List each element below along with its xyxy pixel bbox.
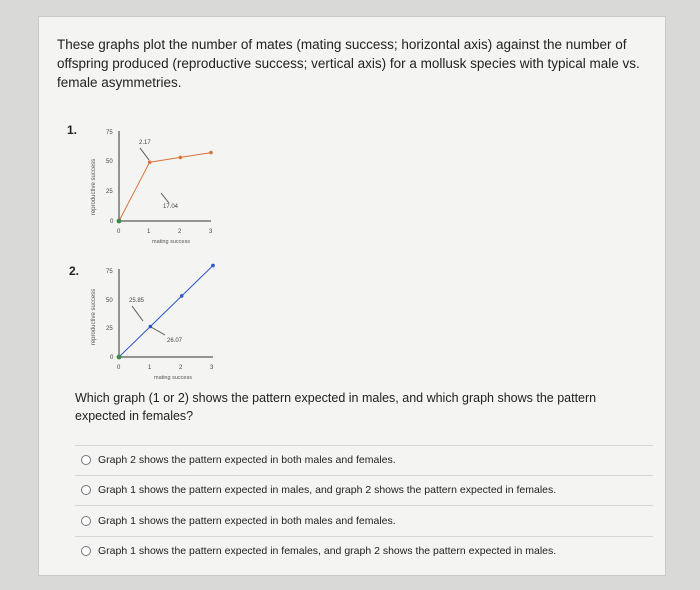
- option-label: Graph 1 shows the pattern expected in females, and graph 2 shows the pattern expected in males.: [98, 545, 557, 557]
- graph2-series: [117, 264, 215, 360]
- divider: [75, 536, 653, 537]
- question-text: Which graph (1 or 2) shows the pattern expected in males, and which graph shows the pattern expected in females?: [75, 391, 597, 423]
- graph2-point: [117, 355, 122, 360]
- graph2-point: [180, 294, 184, 298]
- graph1-xlabel: mating success: [152, 239, 190, 245]
- radio-button[interactable]: [81, 546, 91, 556]
- graph1-ylabel: reproductive success: [91, 158, 97, 216]
- graph2-yticks: [106, 269, 114, 361]
- graph1-ytick: 50: [106, 159, 113, 165]
- option-label: Graph 1 shows the pattern expected in both males and females.: [98, 515, 396, 527]
- graph1-point: [117, 219, 122, 224]
- graph2-point: [211, 264, 215, 268]
- divider: [75, 445, 653, 446]
- divider: [75, 475, 653, 476]
- graph2-ytick: 0: [110, 355, 114, 361]
- graph1-point: [209, 151, 213, 155]
- graph2-xtick: 2: [179, 365, 183, 371]
- radio-button[interactable]: [81, 485, 91, 495]
- graph1-ytick: 25: [106, 189, 113, 195]
- graph2-ytick: 25: [106, 326, 113, 332]
- graph1-xticks: [117, 229, 213, 235]
- graph2-ytick: 75: [106, 269, 113, 275]
- graph1-ytick: 0: [110, 219, 114, 225]
- option-label: Graph 2 shows the pattern expected in both males and females.: [98, 454, 396, 466]
- radio-button[interactable]: [81, 516, 91, 526]
- graph1-xtick: 0: [117, 229, 121, 235]
- question-card: [38, 16, 666, 576]
- graph1-ytick: 75: [106, 130, 113, 136]
- radio-button[interactable]: [81, 455, 91, 465]
- graph2-xlabel: mating success: [154, 375, 192, 381]
- option-1[interactable]: [81, 454, 396, 466]
- graph1-xtick: 2: [178, 229, 182, 235]
- graph1-xtick: 3: [209, 229, 213, 235]
- graph2-xtick: 3: [210, 365, 214, 371]
- intro-text: These graphs plot the number of mates (mating success; horizontal axis) against the number of offspring produced (reproductive success; vertical axis) for a mollusk species with typical male vs. female asymmetries.: [57, 37, 640, 90]
- graph1-yticks: [106, 130, 114, 225]
- graph1-point: [179, 156, 183, 160]
- graph2-annotation-top: 25.85: [129, 298, 145, 304]
- graph2-series-line: [119, 265, 213, 357]
- option-label: Graph 1 shows the pattern expected in males, and graph 2 shows the pattern expected in females.: [98, 484, 557, 496]
- graph2-xticks: [117, 365, 214, 371]
- graph2-label: 2.: [69, 264, 80, 278]
- graph1-series-line: [119, 153, 211, 221]
- graph2: [83, 255, 283, 390]
- graph2-ytick: 50: [106, 298, 113, 304]
- graph1-label: 1.: [67, 123, 78, 137]
- graph1-xtick: 1: [147, 229, 151, 235]
- graph2-point: [149, 325, 153, 329]
- graph1-series: [117, 151, 213, 224]
- graph1-annotation-top: 2.17: [139, 140, 151, 146]
- graph1-point: [148, 160, 152, 164]
- option-3[interactable]: [81, 515, 396, 527]
- graph1: [83, 117, 283, 252]
- option-4[interactable]: [81, 545, 556, 557]
- graph2-xtick: 0: [117, 365, 121, 371]
- option-2[interactable]: [81, 484, 556, 496]
- divider: [75, 505, 653, 506]
- graph2-annotation-bottom: 26.07: [167, 338, 183, 344]
- graph2-xtick: 1: [148, 365, 152, 371]
- graph1-annotation-bottom: 17.04: [163, 204, 179, 210]
- graph2-ylabel: reproductive success: [91, 288, 97, 346]
